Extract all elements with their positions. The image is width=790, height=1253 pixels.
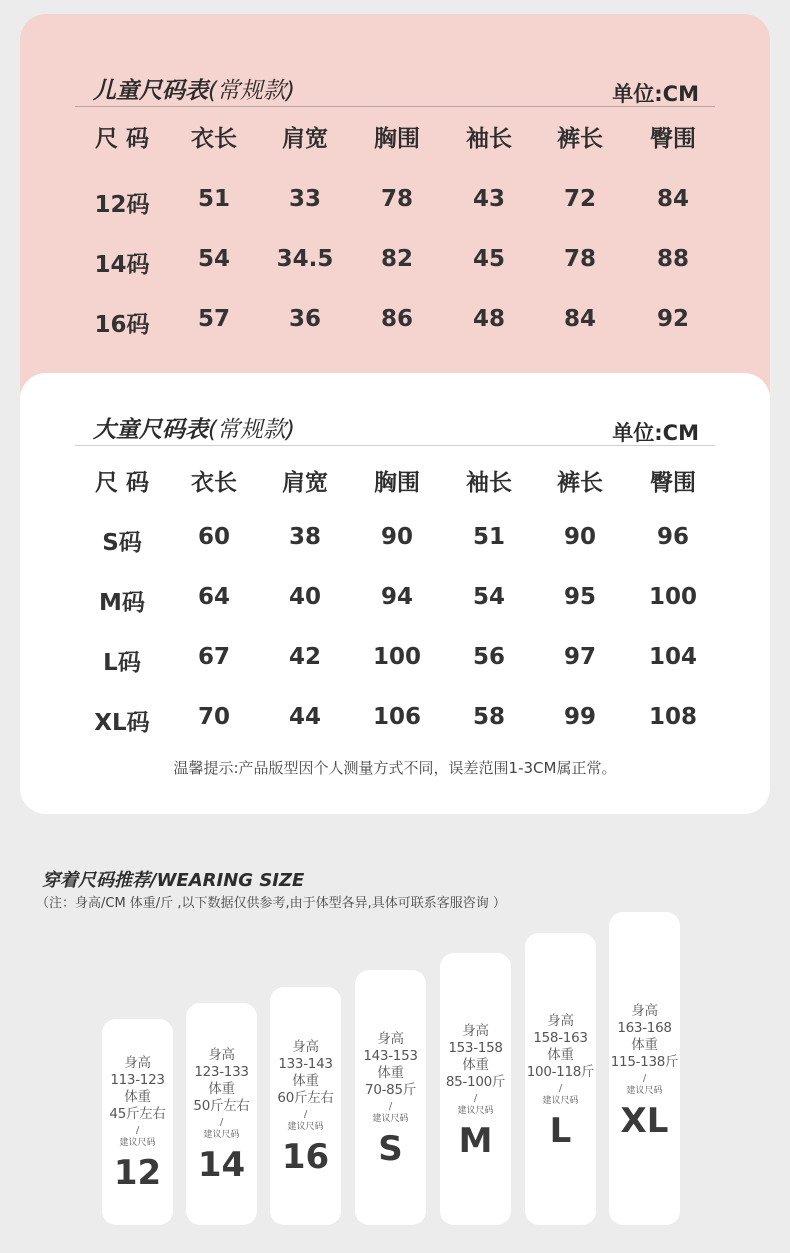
- table-cell: 86: [380, 306, 413, 332]
- kids-table-title: 儿童尺码表(常规款): [93, 78, 295, 104]
- table-cell: 57: [197, 306, 230, 332]
- table-cell: 56: [472, 644, 505, 670]
- table-cell: 94: [380, 584, 413, 610]
- table-cell: 95: [563, 584, 596, 610]
- wearing-size-title: 穿着尺码推荐/WEARING SIZE: [42, 870, 305, 891]
- table-cell: 99: [563, 704, 596, 730]
- table-cell: 82: [380, 246, 413, 272]
- height-value: 163-168: [617, 1020, 672, 1036]
- header-cell: 肩宽: [282, 470, 328, 496]
- table-cell: 36: [288, 306, 321, 332]
- table-cell: 51: [472, 524, 505, 550]
- recommended-size-label: 建议尺码: [626, 1086, 663, 1096]
- weight-label: 体重: [377, 1065, 404, 1081]
- table-cell: 16码: [94, 312, 150, 338]
- table-cell: 106: [372, 704, 421, 730]
- recommended-size: L: [549, 1111, 572, 1151]
- size-card-m: [440, 953, 511, 1225]
- weight-label: 体重: [292, 1073, 319, 1089]
- height-value: 123-133: [194, 1064, 249, 1080]
- table-cell: 60: [197, 524, 230, 550]
- table-cell: 72: [563, 186, 596, 212]
- height-label: 身高: [547, 1013, 574, 1029]
- header-cell: 衣长: [191, 470, 237, 496]
- weight-label: 体重: [462, 1057, 489, 1073]
- table-row: [75, 704, 715, 744]
- recommended-size-label: 建议尺码: [457, 1106, 494, 1116]
- header-cell: 胸围: [374, 470, 420, 496]
- table-row: [75, 524, 715, 564]
- table-cell: 90: [380, 524, 413, 550]
- header-cell: 臀围: [650, 126, 696, 152]
- height-label: 身高: [208, 1047, 235, 1063]
- table-cell: 33: [288, 186, 321, 212]
- separator: /: [303, 1109, 308, 1120]
- measurement-note: 温馨提示:产品版型因个人测量方式不同，误差范围1-3CM属正常。: [173, 759, 617, 777]
- table-cell: 43: [472, 186, 505, 212]
- table-cell: 38: [288, 524, 321, 550]
- recommended-size-label: 建议尺码: [203, 1130, 240, 1140]
- table-cell: 48: [472, 306, 505, 332]
- recommended-size: 14: [197, 1145, 246, 1185]
- header-cell: 肩宽: [282, 126, 328, 152]
- table-cell: 54: [472, 584, 505, 610]
- separator: /: [642, 1073, 647, 1084]
- recommended-size: M: [458, 1121, 493, 1161]
- table-cell: 96: [656, 524, 689, 550]
- table-cell: 64: [197, 584, 230, 610]
- table-cell: 40: [288, 584, 321, 610]
- table-cell: 90: [563, 524, 596, 550]
- size-card-s: [355, 970, 426, 1225]
- big-kids-table-header-row: [75, 464, 715, 504]
- table-cell: 78: [563, 246, 596, 272]
- table-cell: 45: [472, 246, 505, 272]
- table-cell: 88: [656, 246, 689, 272]
- table-cell: 54: [197, 246, 230, 272]
- height-value: 113-123: [110, 1072, 165, 1088]
- recommended-size-label: 建议尺码: [119, 1138, 156, 1148]
- table-cell: 78: [380, 186, 413, 212]
- header-cell: 裤长: [557, 126, 603, 152]
- weight-label: 体重: [124, 1089, 151, 1105]
- big-kids-table-unit: 单位:CM: [612, 421, 699, 445]
- size-card-12: [102, 1019, 173, 1225]
- wearing-size-subtitle: （注：身高/CM 体重/斤 ,以下数据仅供参考,由于体型各异,具体可联系客服咨询 ）: [36, 896, 506, 911]
- table-cell: 97: [563, 644, 596, 670]
- header-cell: 尺 码: [94, 126, 149, 152]
- kids-table-heading: [75, 72, 715, 107]
- table-cell: 108: [648, 704, 697, 730]
- table-row: [75, 584, 715, 624]
- recommended-size: 12: [113, 1153, 162, 1193]
- kids-table-unit: 单位:CM: [612, 82, 699, 106]
- big-kids-table-title-sub: (常规款): [208, 417, 295, 443]
- header-cell: 胸围: [374, 126, 420, 152]
- weight-label: 体重: [208, 1081, 235, 1097]
- height-label: 身高: [377, 1031, 404, 1047]
- height-value: 158-163: [533, 1030, 588, 1046]
- height-value: 153-158: [448, 1040, 503, 1056]
- table-cell: 12码: [94, 192, 150, 218]
- table-cell: 14码: [94, 252, 150, 278]
- size-card-16: [270, 987, 341, 1225]
- weight-label: 体重: [631, 1037, 658, 1053]
- table-row: [75, 306, 715, 346]
- weight-value: 50斤左右: [193, 1098, 250, 1114]
- separator: /: [558, 1083, 563, 1094]
- size-card-xl: [609, 912, 680, 1225]
- recommended-size-label: 建议尺码: [372, 1114, 409, 1124]
- table-cell: M码: [99, 590, 145, 616]
- table-row: [75, 246, 715, 286]
- big-kids-table-heading: [75, 411, 715, 446]
- header-cell: 袖长: [466, 470, 512, 496]
- table-cell: 42: [288, 644, 321, 670]
- header-cell: 袖长: [466, 126, 512, 152]
- table-cell: L码: [103, 650, 141, 676]
- table-cell: 34.5: [276, 246, 334, 272]
- table-cell: 84: [563, 306, 596, 332]
- weight-value: 115-138斤: [610, 1054, 679, 1070]
- table-cell: 92: [656, 306, 689, 332]
- height-label: 身高: [292, 1039, 319, 1055]
- big-kids-table-title: 大童尺码表(常规款): [93, 417, 295, 443]
- size-card-l: [525, 933, 596, 1225]
- kids-table-header-row: [75, 120, 715, 160]
- table-cell: XL码: [94, 710, 150, 736]
- height-label: 身高: [124, 1055, 151, 1071]
- recommended-size-label: 建议尺码: [542, 1096, 579, 1106]
- table-row: [75, 186, 715, 226]
- kids-table-title-sub: (常规款): [208, 78, 295, 104]
- recommended-size-label: 建议尺码: [287, 1122, 324, 1132]
- header-cell: 尺 码: [94, 470, 149, 496]
- weight-value: 60斤左右: [277, 1090, 334, 1106]
- table-cell: 58: [472, 704, 505, 730]
- separator: /: [388, 1101, 393, 1112]
- weight-value: 85-100斤: [445, 1074, 506, 1090]
- separator: /: [135, 1125, 140, 1136]
- separator: /: [473, 1093, 478, 1104]
- weight-value: 70-85斤: [365, 1082, 416, 1098]
- height-label: 身高: [462, 1023, 489, 1039]
- table-cell: 70: [197, 704, 230, 730]
- table-cell: 51: [197, 186, 230, 212]
- header-cell: 衣长: [191, 126, 237, 152]
- weight-value: 100-118斤: [526, 1064, 595, 1080]
- table-cell: 67: [197, 644, 230, 670]
- table-cell: S码: [102, 530, 142, 556]
- height-label: 身高: [631, 1003, 658, 1019]
- weight-value: 45斤左右: [109, 1106, 166, 1122]
- weight-label: 体重: [547, 1047, 574, 1063]
- header-cell: 臀围: [650, 470, 696, 496]
- recommended-size: 16: [281, 1137, 330, 1177]
- header-cell: 裤长: [557, 470, 603, 496]
- separator: /: [219, 1117, 224, 1128]
- table-cell: 44: [288, 704, 321, 730]
- table-cell: 84: [656, 186, 689, 212]
- recommended-size: S: [378, 1129, 403, 1169]
- table-cell: 100: [372, 644, 421, 670]
- table-row: [75, 644, 715, 684]
- size-card-14: [186, 1003, 257, 1225]
- recommended-size: XL: [620, 1101, 669, 1141]
- height-value: 133-143: [278, 1056, 333, 1072]
- table-cell: 104: [648, 644, 697, 670]
- table-cell: 100: [648, 584, 697, 610]
- height-value: 143-153: [363, 1048, 418, 1064]
